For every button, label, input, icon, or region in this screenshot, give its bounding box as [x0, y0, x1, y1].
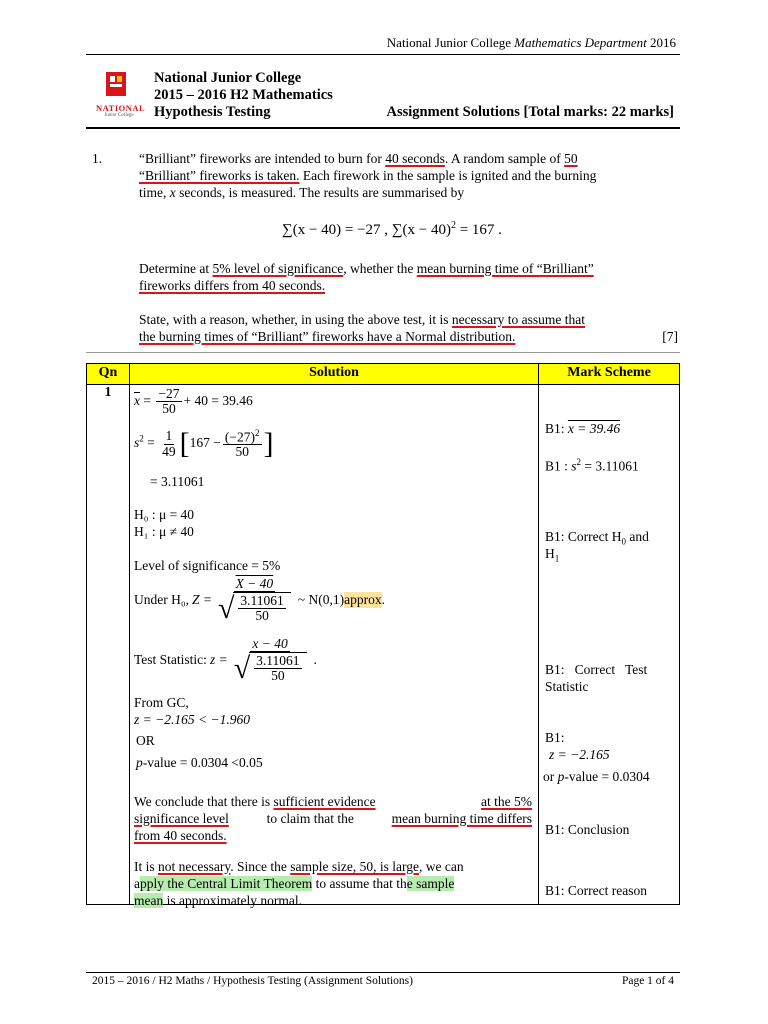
- sol-from-gc: From GC,: [134, 695, 189, 710]
- question-rule: [86, 352, 680, 353]
- ms-z-3: [543, 769, 650, 785]
- header-mark-scheme: Mark Scheme: [539, 364, 680, 385]
- formula-exponent: 2: [450, 220, 456, 231]
- ms-sub: 1: [554, 553, 560, 564]
- qn-cell: [87, 385, 130, 905]
- q-underline-40-seconds: 40 seconds: [385, 151, 445, 166]
- sol-test-statistic: Test Statistic: z = x − 40 √ $\frac{3.11061}{50}$ .: [134, 636, 317, 685]
- ms-xbar-value: x = 39.46: [567, 421, 621, 436]
- sol-reason-2: [134, 876, 454, 892]
- sol-reason-1: [134, 859, 464, 875]
- question-line-1: [139, 151, 675, 167]
- q-underline-differs: fireworks differs from 40 seconds.: [139, 278, 326, 293]
- ts-n: 50: [271, 668, 285, 684]
- question-marks: [7]: [662, 329, 678, 344]
- table-header-row: [87, 364, 680, 385]
- reason-underline-not-necessary: not necessary: [158, 859, 231, 874]
- s2-frac-den: 49: [162, 443, 176, 459]
- header-solution: Solution: [130, 364, 539, 385]
- xbar-numerator: −27: [158, 386, 180, 401]
- footer-left: 2015 – 2016 / H2 Maths / Hypothesis Testing (Assignment Solutions): [92, 975, 413, 987]
- formula-sum-2: ∑(x − 40): [391, 222, 451, 238]
- s2-frac-num: 1: [165, 428, 173, 444]
- ms-b1-xbar: [545, 421, 620, 437]
- reason-text: is approximately normal.: [163, 893, 302, 908]
- running-header-dept: Mathematics Department: [514, 35, 647, 50]
- question-number: 1.: [92, 151, 103, 166]
- xbar-result: + 40 = 39.46: [183, 392, 253, 408]
- ms-text: H: [545, 546, 555, 561]
- question-line-6: [139, 312, 585, 328]
- reason-text: a: [134, 876, 140, 891]
- ms-p-value: -value = 0.0304: [564, 769, 650, 784]
- concl-text: to claim that the: [266, 811, 354, 826]
- q-text: State, with a reason, whether, in using the above test, it is: [139, 312, 452, 327]
- sol-s2: $s^2$ = $\frac{1}{49}$ [167 − $\frac{(-27)^2}{50}$ ]: [134, 427, 274, 460]
- q-underline-normal: the burning times of “Brilliant” fireworks have a Normal distribution.: [139, 329, 516, 344]
- solution-cell: [130, 385, 539, 908]
- concl-underline-evidence: sufficient evidence: [273, 794, 376, 809]
- s2-inner: 167 −: [189, 435, 221, 451]
- sol-conclusion-2: [134, 811, 532, 827]
- s2-inner-num: (−27): [224, 429, 255, 445]
- concl-underline-level: significance level: [134, 811, 229, 826]
- concl-underline-5pct: at the 5%: [481, 794, 532, 809]
- s2-inner-den: 50: [235, 444, 249, 460]
- ms-sub: 0: [621, 536, 626, 547]
- title-topic: Hypothesis Testing: [154, 104, 271, 120]
- solution-table: [86, 363, 680, 908]
- sol-los: Level of significance = 5%: [134, 558, 281, 573]
- ms-s2-value: = 3.11061: [581, 458, 639, 474]
- running-header-college: National Junior College: [386, 35, 515, 50]
- ms-text: and: [626, 529, 649, 544]
- ms-label: B1:: [545, 421, 568, 436]
- ms-text: B1: Correct H: [545, 529, 622, 544]
- under-h0-dist: ~ N(0,1): [297, 592, 345, 608]
- sol-under-h0: Under H₀, Z = X − 40 √ $\frac{3.11061}{50}$ ~ N(0,1) approx .: [134, 576, 385, 625]
- question-line-4: [139, 261, 594, 277]
- q-underline-sample: “Brilliant” fireworks is taken.: [139, 168, 300, 183]
- logo-subtext: Junior College: [104, 113, 134, 118]
- ms-p: p: [557, 769, 565, 784]
- ms-label: B1 :: [545, 458, 572, 474]
- ms-test-statistic-1: B1: Correct Test: [545, 662, 648, 677]
- question-line-3: [139, 185, 464, 201]
- q-text: Determine at: [139, 261, 213, 276]
- question-line-2: [139, 168, 596, 184]
- logo-text: NATIONAL: [96, 103, 146, 113]
- q-text: seconds, is measured. The results are summarised by: [175, 185, 465, 200]
- s2-inner-exp: 2: [255, 427, 260, 438]
- concl-text: We conclude that there is: [134, 794, 274, 809]
- college-logo: [96, 70, 144, 120]
- ms-hypotheses-1: [545, 529, 649, 547]
- sol-or: OR: [136, 733, 155, 748]
- ms-b1-s2: [545, 457, 639, 475]
- q-underline-mean: mean burning time of “Brilliant”: [416, 261, 594, 276]
- header-rule: [86, 54, 680, 55]
- sol-h1: H₁ : μ ≠ 40: [134, 524, 194, 539]
- footer-right: Page 1 of 4: [621, 975, 674, 987]
- s2-exp: 2: [139, 433, 144, 444]
- sol-reason-3: [134, 893, 302, 909]
- reason-text: It is: [134, 859, 159, 874]
- title-assignment: Assignment Solutions [Total marks: 22 marks]: [386, 104, 674, 120]
- formula-result: = 167 .: [455, 222, 502, 238]
- ms-hypotheses-2: [545, 546, 559, 564]
- sol-conclusion-3: [134, 828, 227, 844]
- sol-s2-result: = 3.11061: [150, 474, 205, 489]
- formula-sum-1: ∑(x − 40) = −27 ,: [282, 222, 389, 238]
- sol-h0: H₀ : μ = 40: [134, 507, 195, 522]
- q-text: , whether the: [343, 261, 417, 276]
- q-underline-necessary: necessary to assume that: [451, 312, 585, 327]
- reason-text: . Since the: [230, 859, 291, 874]
- logo-emblem-icon: [96, 70, 144, 102]
- ts-var: 3.11061: [256, 653, 300, 669]
- title-rule: [86, 127, 680, 129]
- reason-text: , we can: [418, 859, 464, 874]
- ms-s2-exp: 2: [576, 457, 582, 467]
- under-h0-end: .: [381, 592, 385, 608]
- q-var-x: x: [169, 185, 176, 200]
- under-h0-var: 3.11061: [240, 593, 284, 609]
- p-value: -value = 0.0304 <0.05: [142, 755, 263, 770]
- under-h0-z: Z =: [191, 592, 212, 608]
- q-text: . A random sample of: [444, 151, 565, 166]
- ms-z-2: z = −2.165: [549, 747, 610, 762]
- q-text: “Brilliant” fireworks are intended to burn for: [139, 151, 386, 166]
- table-row: [87, 385, 680, 905]
- under-h0-label: Under H₀,: [134, 592, 189, 608]
- running-header: [387, 35, 676, 51]
- title-course: 2015 – 2016 H2 Mathematics: [154, 87, 333, 103]
- sol-xbar: $\overline{x}$ = $\frac{-27}{50}$ + 40 = 39.46: [134, 386, 253, 417]
- approx-highlight: approx: [344, 592, 382, 608]
- q-underline-50: 50: [564, 151, 578, 166]
- question-line-7: [139, 329, 515, 345]
- question-formula: [282, 220, 502, 239]
- xbar-denominator: 50: [162, 401, 176, 417]
- ms-s2-label: s: [571, 458, 577, 474]
- question-line-5: [139, 278, 325, 294]
- mark-scheme-cell: [539, 385, 680, 905]
- ms-z-1: B1:: [545, 730, 565, 745]
- header-qn: Qn: [87, 364, 130, 385]
- sol-p-value: [136, 755, 263, 771]
- concl-underline-mean: mean burning time differs: [391, 811, 532, 826]
- footer-rule: [86, 972, 680, 973]
- title-college: National Junior College: [154, 70, 302, 86]
- s2-label: s: [134, 435, 140, 451]
- q-underline-significance: 5% level of significance: [212, 261, 344, 276]
- ms-reason: B1: Correct reason: [545, 883, 647, 898]
- under-h0-n: 50: [255, 608, 269, 624]
- q-text: Each firework in the sample is ignited and the burning: [299, 168, 597, 183]
- ts-z: z =: [209, 652, 228, 668]
- ts-label: Test Statistic:: [134, 652, 207, 668]
- q-text: time,: [139, 185, 170, 200]
- p-label: p: [136, 755, 143, 770]
- qn-value: 1: [104, 385, 112, 400]
- ms-test-statistic-2: Statistic: [545, 679, 589, 694]
- ms-conclusion: B1: Conclusion: [545, 822, 630, 837]
- under-h0-num: X − 40: [235, 576, 274, 591]
- sol-conclusion-1: [134, 794, 532, 810]
- reason-highlight-sample: e sample: [406, 876, 455, 891]
- reason-highlight-mean: mean: [134, 893, 164, 908]
- ts-num: x − 40: [252, 636, 288, 651]
- ts-end: .: [313, 652, 317, 668]
- reason-underline-sample-size: sample size, 50, is large: [290, 859, 419, 874]
- sol-z-value: z = −2.165 < −1.960: [134, 712, 250, 727]
- running-header-year: 2016: [646, 35, 676, 50]
- ms-text: or: [543, 769, 558, 784]
- concl-underline-40s: from 40 seconds.: [134, 828, 227, 843]
- reason-highlight-clt: pply the Central Limit Theorem: [140, 876, 313, 891]
- reason-text: to assume that th: [312, 876, 407, 891]
